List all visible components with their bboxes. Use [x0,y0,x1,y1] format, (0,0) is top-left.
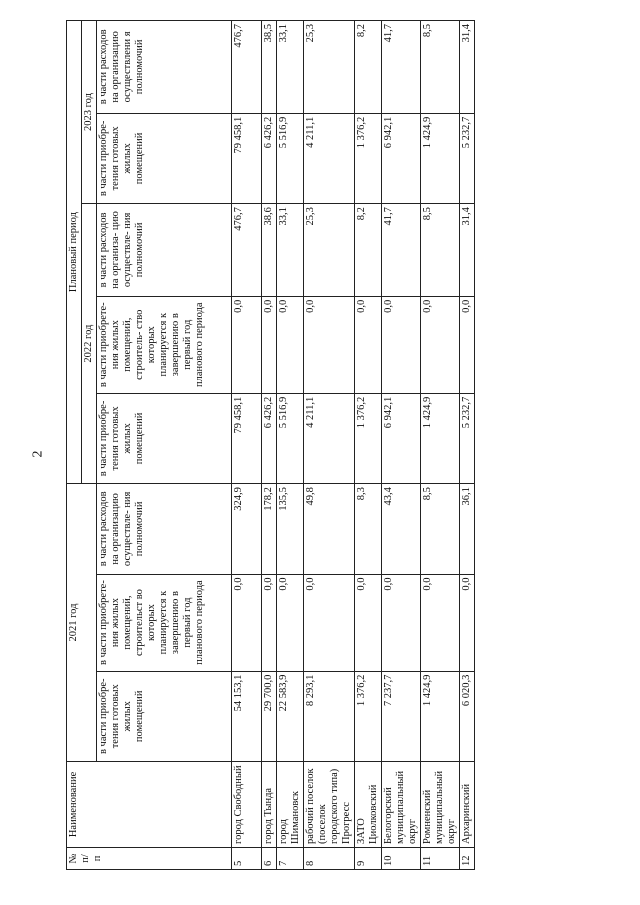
row-name: город Свободный [232,761,262,847]
value-cell: 0,0 [421,574,460,671]
value-cell: 22 583,9 [277,671,304,761]
value-cell: 8,3 [355,484,382,574]
sub-header-org-2022: в части расходов на организа- цию осуществле- ния полномочий [97,204,232,297]
value-cell: 8,2 [355,21,382,114]
sub-header-org-2023: в части расходов на организацию осуществлени я полномочий [97,21,232,114]
sub-header-built-2022: в части приобрете- ния жилых помещений, строитель- ство которых планируется к завершению в первый год планового периода [97,296,232,393]
value-cell: 135,5 [277,484,304,574]
value-cell: 4 211,1 [304,393,355,483]
value-cell: 178,2 [262,484,277,574]
value-cell: 33,1 [277,21,304,114]
row-name: город Тында [262,761,277,847]
value-cell: 36,1 [460,484,475,574]
sub-header-ready-2022: в части приобре- тения готовых жилых помещений [97,393,232,483]
value-cell: 0,0 [355,574,382,671]
row-number: 8 [304,847,355,869]
value-cell: 43,4 [382,484,421,574]
value-cell: 0,0 [382,574,421,671]
value-cell: 0,0 [304,574,355,671]
value-cell: 29 700,0 [262,671,277,761]
value-cell: 8,5 [421,21,460,114]
value-cell: 25,3 [304,21,355,114]
value-cell: 0,0 [382,296,421,393]
value-cell: 7 237,7 [382,671,421,761]
value-cell: 324,9 [232,484,262,574]
row-number: 6 [262,847,277,869]
value-cell: 0,0 [232,296,262,393]
value-cell: 8,5 [421,484,460,574]
value-cell: 1 424,9 [421,393,460,483]
value-cell: 8 293,1 [304,671,355,761]
value-cell: 4 211,1 [304,113,355,203]
value-cell: 79 458,1 [232,393,262,483]
sub-header-ready-2023: в части приобре- тения готовых жилых помещений [97,113,232,203]
value-cell: 41,7 [382,204,421,297]
table-row [460,21,475,870]
value-cell: 0,0 [460,296,475,393]
row-number: 12 [460,847,475,869]
col-header-name: Наименование [67,761,232,847]
value-cell: 1 376,2 [355,393,382,483]
row-number: 11 [421,847,460,869]
row-number: 7 [277,847,304,869]
value-cell: 38,5 [262,21,277,114]
value-cell: 6 426,2 [262,393,277,483]
value-cell: 1 424,9 [421,671,460,761]
value-cell: 1 376,2 [355,113,382,203]
value-cell: 1 424,9 [421,113,460,203]
value-cell: 0,0 [421,296,460,393]
row-name: город Шимановск [277,761,304,847]
table-row [262,21,277,870]
col-header-2023: 2023 год [82,21,97,204]
row-name: Архаринский [460,761,475,847]
row-number: 10 [382,847,421,869]
value-cell: 49,8 [304,484,355,574]
value-cell: 0,0 [460,574,475,671]
value-cell: 5 232,7 [460,393,475,483]
value-cell: 54 153,1 [232,671,262,761]
row-number: 9 [355,847,382,869]
value-cell: 33,1 [277,204,304,297]
value-cell: 0,0 [304,296,355,393]
value-cell: 5 516,9 [277,393,304,483]
value-cell: 8,5 [421,204,460,297]
sub-header-org-2021: в части расходов на организацию осуществле- ния полномочий [97,484,232,574]
value-cell: 6 020,3 [460,671,475,761]
table-row [382,21,421,870]
value-cell: 0,0 [277,296,304,393]
value-cell: 79 458,1 [232,113,262,203]
value-cell: 6 426,2 [262,113,277,203]
value-cell: 5 232,7 [460,113,475,203]
row-number: 5 [232,847,262,869]
col-header-2022: 2022 год [82,204,97,484]
value-cell: 31,4 [460,21,475,114]
value-cell: 5 516,9 [277,113,304,203]
value-cell: 0,0 [355,296,382,393]
col-header-planned-period: Плановый период [67,21,82,484]
table-row [232,21,262,870]
table-row [355,21,382,870]
value-cell: 0,0 [262,296,277,393]
col-header-no: № п/ п [67,847,232,869]
value-cell: 6 942,1 [382,113,421,203]
value-cell: 31,4 [460,204,475,297]
row-name: рабочий поселок (поселок городского типа) Прогресс [304,761,355,847]
sub-header-built-2021: в части приобрете- ния жилых помещений, строительст во которых планируется к завершению в первый год планового периода [97,574,232,671]
col-header-2021: 2021 год [67,484,97,762]
value-cell: 25,3 [304,204,355,297]
table-row [421,21,460,870]
budget-table [66,20,475,870]
value-cell: 1 376,2 [355,671,382,761]
value-cell: 0,0 [232,574,262,671]
value-cell: 0,0 [277,574,304,671]
value-cell: 6 942,1 [382,393,421,483]
value-cell: 8,2 [355,204,382,297]
table-row [277,21,304,870]
table-container [66,20,544,870]
value-cell: 38,6 [262,204,277,297]
table-row [304,21,355,870]
value-cell: 476,7 [232,204,262,297]
row-name: Белогорский муниципальный округ [382,761,421,847]
row-name: ЗАТО Циолковский [355,761,382,847]
page-number: 2 [30,450,46,458]
sub-header-ready-2021: в части приобре- тения готовых жилых помещений [97,671,232,761]
row-name: Ромненский муниципальный округ [421,761,460,847]
value-cell: 0,0 [262,574,277,671]
value-cell: 476,7 [232,21,262,114]
value-cell: 41,7 [382,21,421,114]
